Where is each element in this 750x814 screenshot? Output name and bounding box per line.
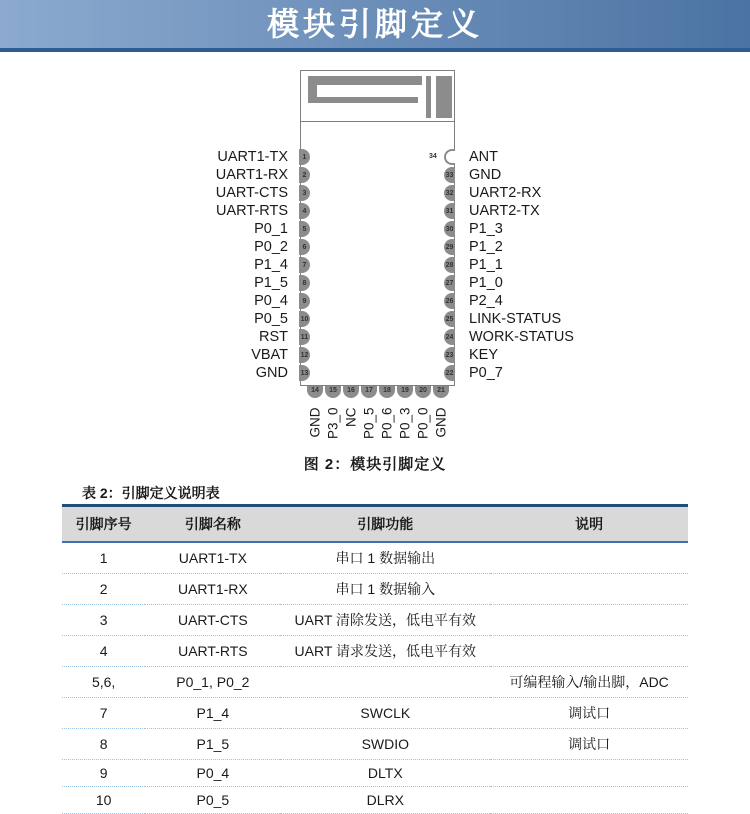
pin-pad-26 <box>444 293 455 309</box>
pin-label-23: KEY <box>469 347 499 363</box>
pin-pad-17 <box>361 386 377 398</box>
table-title: 表 2：引脚定义说明表 <box>82 485 220 501</box>
pin-pad-19 <box>397 386 413 398</box>
pin-number: 10 <box>300 315 309 323</box>
pin-label-29: P1_2 <box>469 239 503 255</box>
pin-pad-25 <box>444 311 455 327</box>
pin-pad-34 <box>444 149 455 165</box>
table-cell: UART-CTS <box>145 605 280 636</box>
pin-pad-30 <box>444 221 455 237</box>
pin-label-22: P0_7 <box>469 365 503 381</box>
pin-number: 34 <box>429 153 437 160</box>
pin-number: 2 <box>302 171 307 179</box>
table-cell <box>490 636 688 667</box>
table-row <box>62 636 688 667</box>
pin-table-section <box>0 480 750 814</box>
pin-label-6: P0_2 <box>254 239 288 255</box>
pin-label-32: UART2-RX <box>469 185 542 201</box>
pin-pad-29 <box>444 239 455 255</box>
pin-label-20: P0_0 <box>415 407 431 440</box>
table-row <box>62 729 688 760</box>
pin-label-13: GND <box>255 365 288 381</box>
pin-label-17: P0_5 <box>361 407 377 440</box>
pin-label-2: UART1-RX <box>215 167 288 183</box>
pin-number: 18 <box>383 387 391 394</box>
pin-label-28: P1_1 <box>469 257 503 273</box>
pin-number: 33 <box>445 171 454 179</box>
pin-label-7: P1_4 <box>254 257 288 273</box>
pin-pad-33 <box>444 167 455 183</box>
pin-number: 16 <box>347 387 355 394</box>
table-cell: P1_5 <box>145 729 280 760</box>
pin-label-26: P2_4 <box>469 293 503 309</box>
pin-label-1: UART1-TX <box>217 149 288 165</box>
pin-label-18: P0_6 <box>379 407 395 440</box>
pin-number: 15 <box>329 387 337 394</box>
table-row <box>62 574 688 605</box>
pin-number: 31 <box>445 207 454 215</box>
pin-pad-23 <box>444 347 455 363</box>
pin-pad-28 <box>444 257 455 273</box>
pin-label-25: LINK-STATUS <box>469 311 562 327</box>
pin-number: 4 <box>302 207 307 215</box>
pin-pad-14 <box>307 386 323 398</box>
table-cell: 4 <box>62 636 145 667</box>
pin-label-31: UART2-TX <box>469 203 540 219</box>
table-cell <box>280 667 490 698</box>
pin-pad-21 <box>433 386 449 398</box>
pin-number: 32 <box>445 189 454 197</box>
pin-number: 20 <box>419 387 427 394</box>
pin-number: 23 <box>445 351 454 359</box>
pcb-antenna-icon <box>301 71 453 121</box>
pin-label-21: GND <box>433 407 449 438</box>
pin-number: 14 <box>311 387 319 394</box>
table-cell: P0_1, P0_2 <box>145 667 280 698</box>
pin-label-33: GND <box>469 167 502 183</box>
pin-pad-22 <box>444 365 455 381</box>
pin-pad-31 <box>444 203 455 219</box>
pin-number: 28 <box>445 261 454 269</box>
pin-number: 5 <box>302 225 307 233</box>
pin-number: 7 <box>302 261 307 269</box>
pin-number: 1 <box>302 153 307 161</box>
pinout-figure <box>0 52 750 480</box>
pin-label-10: P0_5 <box>254 311 288 327</box>
pin-pad-16 <box>343 386 359 398</box>
table-cell <box>490 760 688 787</box>
pin-number: 11 <box>300 333 309 341</box>
table-cell: UART-RTS <box>145 636 280 667</box>
table-cell: UART1-RX <box>145 574 280 605</box>
table-cell: 9 <box>62 760 145 787</box>
table-cell: DLTX <box>280 760 490 787</box>
pin-label-34: ANT <box>469 149 498 165</box>
table-cell: 5,6, <box>62 667 145 698</box>
table-cell: UART1-TX <box>145 542 280 574</box>
pin-number: 21 <box>437 387 445 394</box>
table-cell: 串口 1 数据输入 <box>280 574 490 605</box>
antenna-divider-line <box>301 121 454 122</box>
table-cell: 可编程输入/输出脚，ADC <box>490 667 688 698</box>
banner-title: 模块引脚定义 <box>266 6 483 42</box>
table-cell: UART 清除发送，低电平有效 <box>280 605 490 636</box>
pin-pad-24 <box>444 329 455 345</box>
table-row <box>62 760 688 787</box>
table-cell: 8 <box>62 729 145 760</box>
table-row <box>62 605 688 636</box>
pin-pad-27 <box>444 275 455 291</box>
table-header-row <box>62 506 688 543</box>
table-cell <box>490 787 688 814</box>
module-outline <box>300 70 455 386</box>
table-cell: P1_4 <box>145 698 280 729</box>
table-cell: 调试口 <box>490 698 688 729</box>
pin-label-19: P0_3 <box>397 407 413 440</box>
pin-number: 13 <box>300 369 309 377</box>
pin-number: 22 <box>445 369 454 377</box>
table-body <box>62 542 688 814</box>
table-cell: 2 <box>62 574 145 605</box>
table-cell: 10 <box>62 787 145 814</box>
pin-label-9: P0_4 <box>254 293 288 309</box>
table-row <box>62 787 688 814</box>
table-cell <box>490 574 688 605</box>
pin-number: 27 <box>445 279 454 287</box>
pin-number: 6 <box>302 243 307 251</box>
table-cell <box>490 542 688 574</box>
column-header: 引脚名称 <box>145 506 280 543</box>
table-cell <box>490 605 688 636</box>
pin-label-5: P0_1 <box>254 221 288 237</box>
pin-definition-table <box>62 504 688 814</box>
table-row <box>62 667 688 698</box>
pin-number: 8 <box>302 279 307 287</box>
pin-number: 30 <box>445 225 454 233</box>
table-cell: UART 请求发送，低电平有效 <box>280 636 490 667</box>
table-cell: SWCLK <box>280 698 490 729</box>
pin-label-15: P3_0 <box>325 407 341 440</box>
table-cell: 调试口 <box>490 729 688 760</box>
pin-label-16: NC <box>343 407 359 427</box>
pin-pad-15 <box>325 386 341 398</box>
pin-label-3: UART-CTS <box>215 185 288 201</box>
pin-number: 3 <box>302 189 307 197</box>
pin-label-4: UART-RTS <box>216 203 288 219</box>
table-cell: DLRX <box>280 787 490 814</box>
pin-label-12: VBAT <box>251 347 288 363</box>
pin-number: 24 <box>445 333 454 341</box>
pin-number: 26 <box>445 297 454 305</box>
column-header: 引脚序号 <box>62 506 145 543</box>
table-cell: P0_4 <box>145 760 280 787</box>
table-cell: 7 <box>62 698 145 729</box>
figure-caption: 图 2：模块引脚定义 <box>303 456 447 473</box>
table-cell: 串口 1 数据输出 <box>280 542 490 574</box>
pin-number: 17 <box>365 387 373 394</box>
pin-pad-18 <box>379 386 395 398</box>
pin-label-8: P1_5 <box>254 275 288 291</box>
pin-pad-32 <box>444 185 455 201</box>
section-banner <box>0 0 750 52</box>
pin-number: 12 <box>300 351 309 359</box>
pin-label-11: RST <box>259 329 288 345</box>
pin-pad-20 <box>415 386 431 398</box>
pin-number: 29 <box>445 243 454 251</box>
table-row <box>62 542 688 574</box>
column-header: 说明 <box>490 506 688 543</box>
pin-number: 9 <box>302 297 307 305</box>
pin-label-24: WORK-STATUS <box>469 329 574 345</box>
table-row <box>62 698 688 729</box>
table-cell: P0_5 <box>145 787 280 814</box>
table-cell: SWDIO <box>280 729 490 760</box>
pin-label-27: P1_0 <box>469 275 503 291</box>
pin-label-30: P1_3 <box>469 221 503 237</box>
table-cell: 3 <box>62 605 145 636</box>
pin-label-14: GND <box>307 407 323 438</box>
pin-number: 19 <box>401 387 409 394</box>
column-header: 引脚功能 <box>280 506 490 543</box>
pin-number: 25 <box>445 315 454 323</box>
table-cell: 1 <box>62 542 145 574</box>
